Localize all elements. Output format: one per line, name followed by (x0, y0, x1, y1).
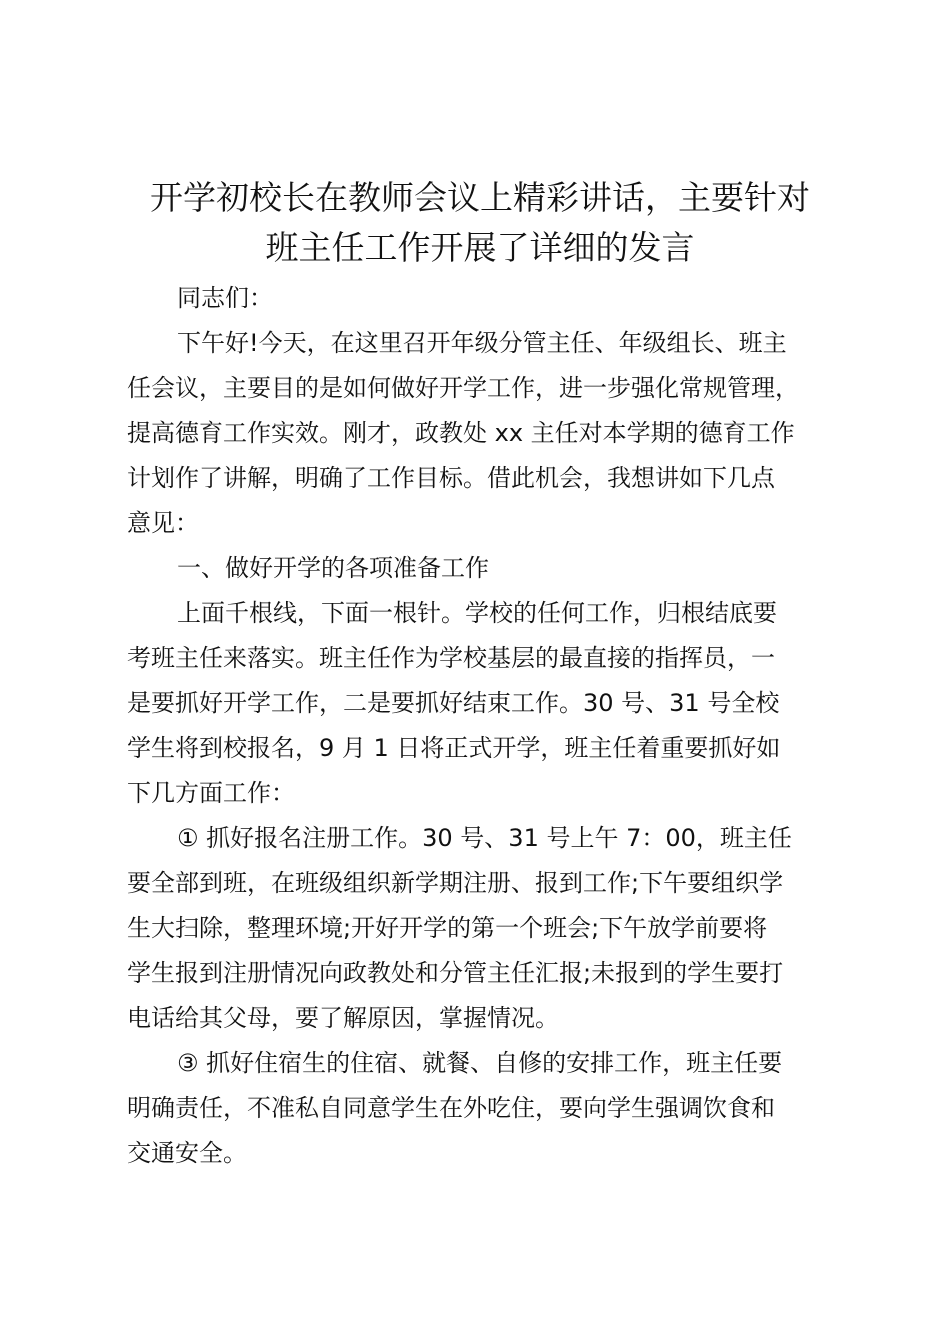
paragraph-line: 考班主任来落实。班主任作为学校基层的最直接的指挥员，一 (127, 644, 775, 672)
list-item-line: ③ 抓好住宿生的住宿、就餐、自修的安排工作，班主任要 (177, 1049, 783, 1077)
list-item-line: 交通安全。 (127, 1139, 247, 1167)
paragraph-line: 任会议，主要目的是如何做好开学工作，进一步强化常规管理， (127, 374, 799, 402)
document-body (127, 276, 837, 1176)
list-item-line: 要全部到班，在班级组织新学期注册、报到工作;下午要组织学 (127, 869, 784, 897)
paragraph-line: 上面千根线，下面一根针。学校的任何工作，归根结底要 (177, 599, 777, 627)
paragraph-line: 提高德育工作实效。刚才，政教处 xx 主任对本学期的德育工作 (127, 419, 795, 447)
salutation: 同志们： (177, 284, 273, 312)
section-heading: 一、做好开学的各项准备工作 (177, 554, 489, 582)
list-item-line: 明确责任，不准私自同意学生在外吃住，要向学生强调饮食和 (127, 1094, 775, 1122)
list-item-line: 电话给其父母，要了解原因，掌握情况。 (127, 1004, 559, 1032)
document-title-line-1: 开学初校长在教师会议上精彩讲话，主要针对 (150, 178, 810, 217)
list-item-line: 生大扫除，整理环境;开好开学的第一个班会;下午放学前要将 (127, 914, 768, 942)
paragraph-line: 是要抓好开学工作，二是要抓好结束工作。30 号、31 号全校 (127, 689, 780, 717)
paragraph-line: 意见： (127, 509, 199, 537)
paragraph-line: 计划作了讲解，明确了工作目标。借此机会，我想讲如下几点 (127, 464, 775, 492)
paragraph-line: 下几方面工作： (127, 779, 295, 807)
document-title-line-2: 班主任工作开展了详细的发言 (265, 228, 695, 267)
list-item-line: 学生报到注册情况向政教处和分管主任汇报;未报到的学生要打 (127, 959, 784, 987)
paragraph-line: 下午好!今天，在这里召开年级分管主任、年级组长、班主 (177, 329, 787, 357)
list-item-line: ① 抓好报名注册工作。30 号、31 号上午 7：00，班主任 (177, 824, 792, 852)
paragraph-line: 学生将到校报名，9 月 1 日将正式开学，班主任着重要抓好如 (127, 734, 781, 762)
